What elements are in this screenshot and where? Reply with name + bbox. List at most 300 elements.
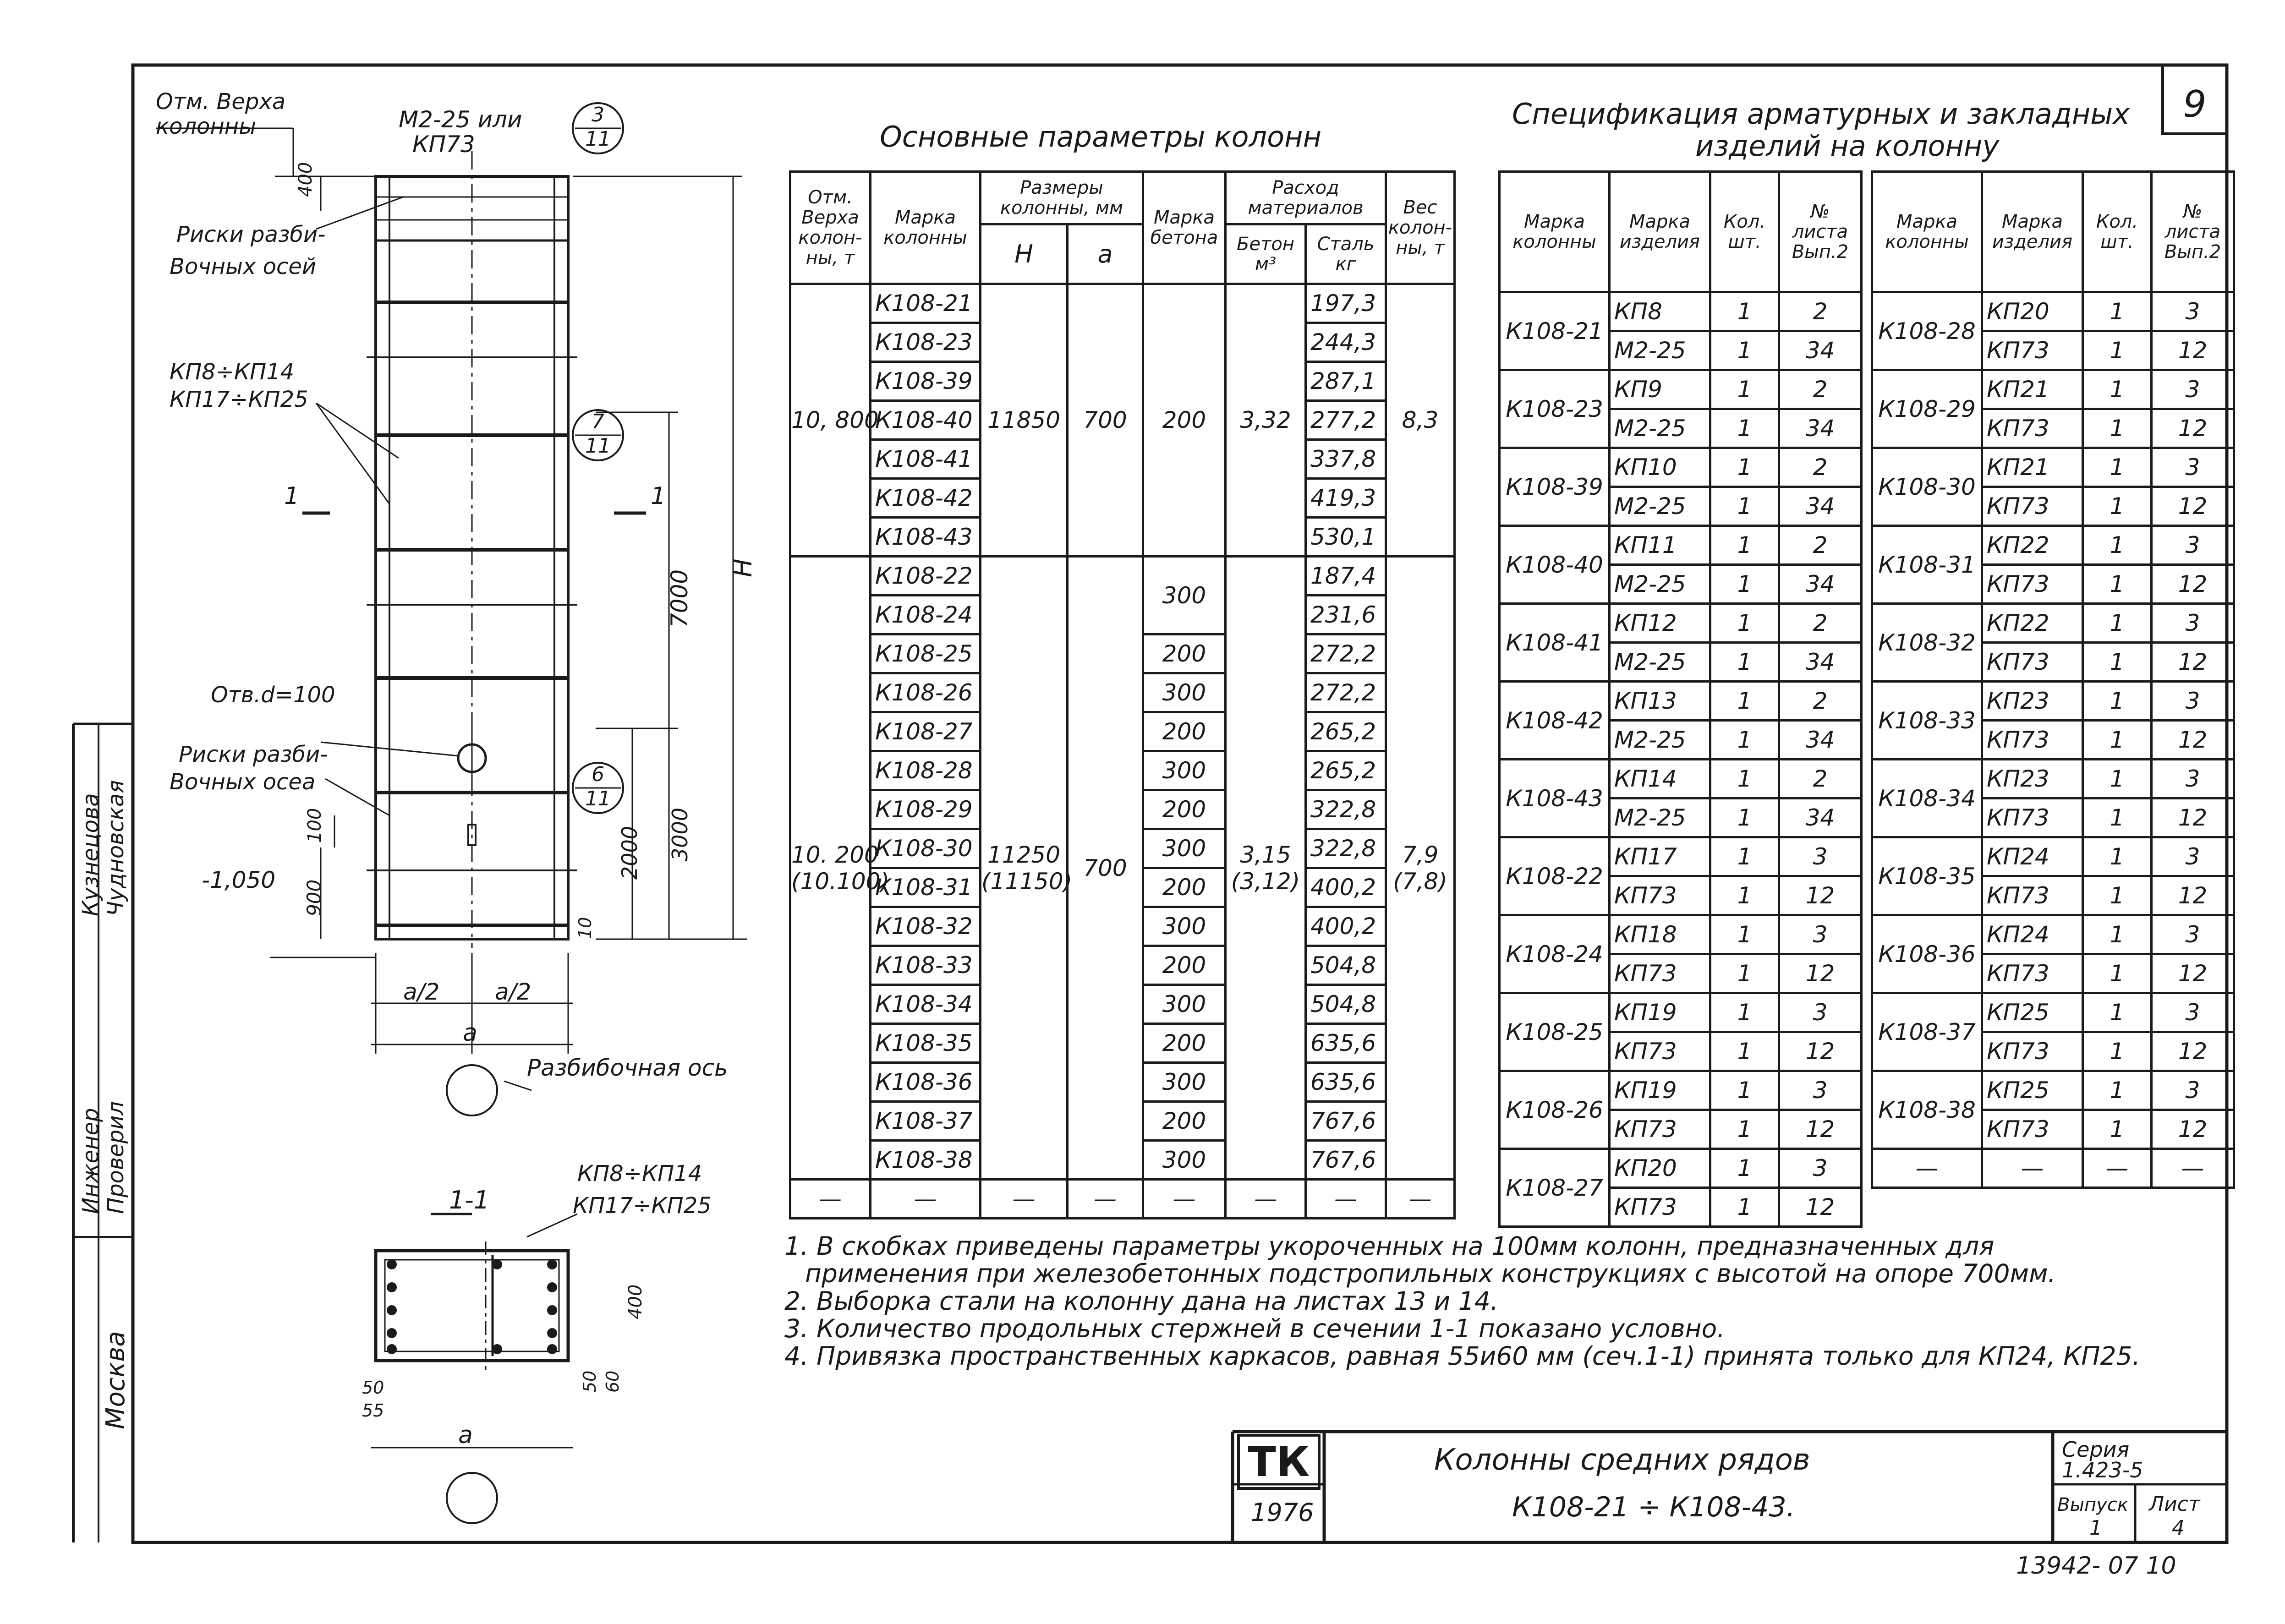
spec-item-mark: КП73 <box>1982 1032 2083 1071</box>
spec-sheet: 34 <box>1779 643 1862 682</box>
spec-qty: 1 <box>1710 331 1779 370</box>
spec-title-1: Спецификация арматурных и закладных <box>1512 97 2130 131</box>
section-mark-left: 1 <box>284 482 300 510</box>
dim-H: H <box>729 558 757 577</box>
header-a: a <box>1068 224 1143 284</box>
concrete-mark-cell: 200 <box>1143 284 1226 557</box>
dim-900: 900 <box>303 879 325 916</box>
spec-sheet: 3 <box>2152 604 2234 643</box>
header-consumption: Расход материалов <box>1226 172 1386 224</box>
spec-sheet: 34 <box>1779 487 1862 526</box>
spec-title-2: изделий на колонну <box>1695 129 2000 163</box>
spec-sheet: 3 <box>1779 1071 1862 1110</box>
concrete-mark-cell: 200 <box>1143 634 1226 673</box>
series-label: Серия <box>2062 1437 2130 1462</box>
spec-col-mark: К108-22 <box>1500 837 1610 915</box>
spec-sheet: 34 <box>1779 798 1862 837</box>
series-value: 1.423-5 <box>2062 1458 2143 1482</box>
spec-qty: 1 <box>1710 993 1779 1032</box>
spec-col-mark: К108-28 <box>1872 292 1982 370</box>
spec-qty: 1 <box>1710 565 1779 604</box>
spec-item-mark: КП73 <box>1982 1110 2083 1149</box>
concrete-mark-cell: 200 <box>1143 790 1226 829</box>
note-3: 3. Количество продольных стержней в сечении 1-1 показано условно. <box>784 1314 1725 1343</box>
drawing-subtitle: К108-21 ÷ К108-43. <box>1512 1491 1795 1523</box>
dash-cell: — <box>1226 1180 1306 1219</box>
steel-cell: 277,2 <box>1306 401 1386 440</box>
dim-10: 10 <box>575 917 595 939</box>
spec-qty: 1 <box>2083 292 2152 331</box>
spec-qty: 1 <box>2083 526 2152 565</box>
table-row <box>790 284 1455 323</box>
side-name-1: Кузнецова <box>78 793 104 916</box>
spec-item-mark: КП73 <box>1982 798 2083 837</box>
spec-right-body <box>1872 292 2234 1188</box>
table-row <box>1500 682 1862 721</box>
section-bars <box>387 1259 557 1354</box>
spec-item-mark: КП13 <box>1610 682 1710 721</box>
spec-left-header-item: Марка изделия <box>1610 172 1710 292</box>
spec-item-mark: КП24 <box>1982 915 2083 954</box>
table-row <box>1872 370 2234 409</box>
section-dim-50b: 50 <box>580 1370 600 1393</box>
callout-3-bottom: 11 <box>585 127 611 151</box>
spec-qty: 1 <box>1710 292 1779 331</box>
steel-cell: 419,3 <box>1306 479 1386 518</box>
spec-col-mark: К108-36 <box>1872 915 1982 993</box>
mark-cell: К108-28 <box>871 751 981 790</box>
spec-item-mark: КП23 <box>1982 682 2083 721</box>
table-row <box>1500 370 1862 409</box>
table-row <box>1500 1149 1862 1188</box>
mark-cell: К108-42 <box>871 479 981 518</box>
spec-item-mark: КП9 <box>1610 370 1710 409</box>
spec-col-mark: К108-23 <box>1500 370 1610 448</box>
spec-sheet: 12 <box>2152 1110 2234 1149</box>
spec-item-mark: КП17 <box>1610 837 1710 876</box>
risks-bottom-2: Вочных осеа <box>170 769 316 795</box>
spec-sheet: 34 <box>1779 409 1862 448</box>
spec-sheet: 2 <box>1779 526 1862 565</box>
steel-cell: 287,1 <box>1306 362 1386 401</box>
spec-sheet: 3 <box>2152 915 2234 954</box>
mark-cell: К108-41 <box>871 440 981 479</box>
spec-item-mark: КП21 <box>1982 370 2083 409</box>
dim-100: 100 <box>304 808 325 843</box>
spec-qty: 1 <box>1710 643 1779 682</box>
spec-sheet: 34 <box>1779 721 1862 760</box>
concrete-mark-cell: 300 <box>1143 985 1226 1024</box>
dash-cell: — <box>1068 1180 1143 1219</box>
spec-qty: 1 <box>2083 565 2152 604</box>
header-top-mark: Отм. Верха колон- ны, т <box>790 172 871 284</box>
column-elevation <box>156 103 747 1523</box>
spec-sheet: 12 <box>2152 721 2234 760</box>
spec-qty: 1 <box>1710 1188 1779 1227</box>
steel-cell: 244,3 <box>1306 323 1386 362</box>
spec-sheet: 12 <box>2152 331 2234 370</box>
steel-cell: 265,2 <box>1306 712 1386 751</box>
spec-sheet: 12 <box>2152 565 2234 604</box>
spec-right-header-sheet: № листа Вып.2 <box>2152 172 2234 292</box>
spec-qty: 1 <box>1710 448 1779 487</box>
spec-item-mark: М2-25 <box>1610 798 1710 837</box>
mark-cell: К108-33 <box>871 946 981 985</box>
spec-qty: 1 <box>1710 1032 1779 1071</box>
risks-bottom-1: Риски разби- <box>179 742 328 767</box>
spec-qty: 1 <box>1710 1149 1779 1188</box>
spec-col-mark: К108-25 <box>1500 993 1610 1071</box>
spec-qty: 1 <box>2083 721 2152 760</box>
concrete-mark-cell: 200 <box>1143 1024 1226 1063</box>
spec-item-mark: КП12 <box>1610 604 1710 643</box>
frames-label-2: КП17÷КП25 <box>170 387 308 412</box>
spec-col-mark: К108-40 <box>1500 526 1610 604</box>
dim-a: a <box>463 1019 477 1047</box>
spec-qty: 1 <box>1710 682 1779 721</box>
table-row <box>1500 526 1862 565</box>
mark-cell: К108-25 <box>871 634 981 673</box>
concrete-mark-cell: 200 <box>1143 946 1226 985</box>
steel-cell: 187,4 <box>1306 557 1386 596</box>
spec-right-header-qty: Кол. шт. <box>2083 172 2152 292</box>
concrete-mark-cell: 300 <box>1143 1141 1226 1180</box>
mark-cell: К108-37 <box>871 1102 981 1141</box>
concrete-alt: (3,12) <box>1231 868 1300 895</box>
steel-cell: 504,8 <box>1306 946 1386 985</box>
concrete-mark-cell: 200 <box>1143 712 1226 751</box>
concrete-value: 3,15 <box>1240 841 1291 868</box>
section-dim-a: a <box>458 1422 473 1449</box>
spec-sheet: 3 <box>1779 915 1862 954</box>
section-title: 1-1 <box>449 1186 490 1214</box>
concrete-mark-cell: 300 <box>1143 829 1226 868</box>
spec-sheet: 2 <box>1779 448 1862 487</box>
spec-qty: 1 <box>2083 954 2152 993</box>
spec-item-mark: КП73 <box>1610 1188 1710 1227</box>
embed-label-2: КП73 <box>412 131 475 158</box>
steel-cell: 231,6 <box>1306 596 1386 634</box>
spec-col-mark: К108-30 <box>1872 448 1982 526</box>
concrete-mark-cell: 300 <box>1143 907 1226 946</box>
header-mark: Марка колонны <box>871 172 981 284</box>
spec-qty: 1 <box>1710 487 1779 526</box>
weight-alt: (7,8) <box>1393 868 1447 895</box>
top-mark-cell <box>790 557 889 1180</box>
spec-item-mark: КП73 <box>1982 331 2083 370</box>
spec-sheet: 2 <box>1779 292 1862 331</box>
table-row <box>1872 604 2234 643</box>
header-concrete-mark: Марка бетона <box>1143 172 1226 284</box>
sheet-label: Лист <box>2149 1493 2200 1516</box>
spec-qty: 1 <box>2083 915 2152 954</box>
spec-sheet: 12 <box>1779 1032 1862 1071</box>
spec-item-mark: М2-25 <box>1610 565 1710 604</box>
table-row <box>1500 292 1862 331</box>
spec-right-header-col: Марка колонны <box>1872 172 1982 292</box>
spec-right-header-item: Марка изделия <box>1982 172 2083 292</box>
spec-item-mark: КП73 <box>1982 721 2083 760</box>
spec-col-mark: К108-33 <box>1872 682 1982 760</box>
spec-sheet: 3 <box>1779 993 1862 1032</box>
embed-label-1: М2-25 или <box>399 106 522 133</box>
stamp-number: 13942- 07 10 <box>2016 1552 2176 1580</box>
spec-item-mark: М2-25 <box>1610 331 1710 370</box>
level-mark: -1,050 <box>202 867 276 893</box>
weight-value: 7,9 <box>1402 841 1439 868</box>
spec-item-mark: КП22 <box>1982 526 2083 565</box>
section-dim-55: 55 <box>362 1400 384 1421</box>
spec-item-mark: КП25 <box>1982 1071 2083 1110</box>
spec-sheet: 3 <box>2152 760 2234 798</box>
section-dim-60: 60 <box>603 1370 623 1393</box>
spec-col-mark: К108-43 <box>1500 760 1610 837</box>
mark-cell: К108-38 <box>871 1141 981 1180</box>
steel-cell: 635,6 <box>1306 1063 1386 1102</box>
dim-3000: 3000 <box>668 807 692 861</box>
sheet-number: 9 <box>2183 83 2207 126</box>
table-row <box>1872 682 2234 721</box>
header-steel: Сталь кг <box>1306 224 1386 284</box>
callout-6-top: 6 <box>592 763 604 786</box>
spec-qty: 1 <box>2083 1071 2152 1110</box>
header-concrete: Бетон м³ <box>1226 224 1306 284</box>
spec-qty: 1 <box>2083 604 2152 643</box>
dash-cell: — <box>2083 1149 2152 1188</box>
spec-qty: 1 <box>2083 876 2152 915</box>
concrete-mark-cell: 300 <box>1143 1063 1226 1102</box>
steel-cell: 767,6 <box>1306 1141 1386 1180</box>
spec-sheet: 3 <box>2152 370 2234 409</box>
concrete-mark-cell: 200 <box>1143 868 1226 907</box>
axis-label: Разбибочная ось <box>527 1055 728 1081</box>
spec-item-mark: КП23 <box>1982 760 2083 798</box>
spec-sheet: 3 <box>2152 448 2234 487</box>
side-name-2: Чудновская <box>103 780 129 916</box>
spec-sheet: 12 <box>2152 876 2234 915</box>
table-row <box>1872 760 2234 798</box>
section-dim-400: 400 <box>625 1284 646 1319</box>
H-alt: (11150) <box>981 868 1073 895</box>
concrete-mark-cell: 300 <box>1143 673 1226 712</box>
column-parameters-table <box>789 170 1456 1219</box>
spec-qty: 1 <box>2083 487 2152 526</box>
steel-cell: 530,1 <box>1306 518 1386 557</box>
spec-qty: 1 <box>2083 760 2152 798</box>
spec-sheet: 12 <box>2152 798 2234 837</box>
spec-sheet: 3 <box>2152 1071 2234 1110</box>
mark-cell: К108-32 <box>871 907 981 946</box>
top-mark-label-2: колонны <box>156 114 257 139</box>
spec-col-mark: К108-39 <box>1500 448 1610 526</box>
mark-cell: К108-23 <box>871 323 981 362</box>
spec-sheet: 12 <box>1779 1188 1862 1227</box>
spec-item-mark: КП19 <box>1610 993 1710 1032</box>
spec-qty: 1 <box>1710 1110 1779 1149</box>
spec-sheet: 12 <box>1779 954 1862 993</box>
header-weight: Вес колон- ны, т <box>1386 172 1455 284</box>
header-sizes: Размеры колонны, мм <box>981 172 1143 224</box>
spec-sheet: 12 <box>2152 643 2234 682</box>
spec-qty: 1 <box>1710 876 1779 915</box>
spec-qty: 1 <box>2083 331 2152 370</box>
spec-qty: 1 <box>2083 1110 2152 1149</box>
spec-sheet: 12 <box>1779 876 1862 915</box>
spec-item-mark: КП10 <box>1610 448 1710 487</box>
callout-3-top: 3 <box>592 103 604 126</box>
spec-col-mark: К108-27 <box>1500 1149 1610 1227</box>
spec-qty: 1 <box>1710 604 1779 643</box>
spec-sheet: 3 <box>2152 682 2234 721</box>
table-row-dash <box>1872 1149 2234 1188</box>
spec-qty: 1 <box>1710 370 1779 409</box>
side-role-1: Инженер <box>78 1108 104 1214</box>
spec-sheet: 3 <box>2152 292 2234 331</box>
table-row <box>1500 915 1862 954</box>
H-value: 11250 <box>987 841 1061 868</box>
dash-cell: — <box>1872 1149 1982 1188</box>
spec-item-mark: КП11 <box>1610 526 1710 565</box>
steel-cell: 272,2 <box>1306 673 1386 712</box>
dash-cell: — <box>1306 1180 1386 1219</box>
note-4: 4. Привязка пространственных каркасов, равная 55и60 мм (сеч.1-1) принята только для КП24, КП25. <box>784 1341 2141 1371</box>
spec-qty: 1 <box>2083 409 2152 448</box>
spec-qty: 1 <box>1710 526 1779 565</box>
table-row <box>1872 448 2234 487</box>
spec-sheet: 12 <box>2152 1032 2234 1071</box>
issue-label: Выпуск <box>2057 1494 2128 1515</box>
spec-sheet: 3 <box>1779 837 1862 876</box>
dim-400: 400 <box>295 162 316 197</box>
spec-item-mark: КП14 <box>1610 760 1710 798</box>
concrete-cell: 3,32 <box>1226 284 1306 557</box>
spec-col-mark: К108-41 <box>1500 604 1610 682</box>
mark-cell: К108-43 <box>871 518 981 557</box>
spec-qty: 1 <box>1710 409 1779 448</box>
callout-7-bottom: 11 <box>585 434 611 458</box>
steel-cell: 767,6 <box>1306 1102 1386 1141</box>
section-frames-2: КП17÷КП25 <box>573 1193 712 1219</box>
spec-qty: 1 <box>2083 1032 2152 1071</box>
sheet-value: 4 <box>2172 1516 2185 1540</box>
spec-qty: 1 <box>1710 954 1779 993</box>
tk-logo: ТК <box>1237 1434 1321 1490</box>
spec-sheet: 12 <box>2152 409 2234 448</box>
spec-item-mark: КП73 <box>1982 565 2083 604</box>
table-row <box>1872 837 2234 876</box>
spec-col-mark: К108-37 <box>1872 993 1982 1071</box>
table-row <box>1500 760 1862 798</box>
spec-col-mark: К108-35 <box>1872 837 1982 915</box>
weight-cell <box>1386 557 1455 1180</box>
spec-item-mark: М2-25 <box>1610 409 1710 448</box>
spec-table-left <box>1498 170 1863 1228</box>
header-H: H <box>981 224 1068 284</box>
spec-qty: 1 <box>2083 682 2152 721</box>
spec-item-mark: КП73 <box>1610 1110 1710 1149</box>
spec-sheet: 2 <box>1779 760 1862 798</box>
spec-item-mark: КП73 <box>1610 1032 1710 1071</box>
spec-item-mark: КП19 <box>1610 1071 1710 1110</box>
spec-col-mark: К108-42 <box>1500 682 1610 760</box>
mark-cell: К108-27 <box>871 712 981 751</box>
spec-left-body <box>1500 292 1862 1227</box>
spec-qty: 1 <box>2083 448 2152 487</box>
a-cell: 700 <box>1068 557 1143 1180</box>
risks-top-2: Вочных осей <box>170 254 317 279</box>
table-row <box>1500 448 1862 487</box>
steel-cell: 265,2 <box>1306 751 1386 790</box>
table1-title: Основные параметры колонн <box>880 120 1322 153</box>
top-mark-label-1: Отм. Верха <box>156 89 286 115</box>
note-1-cont: применения при железобетонных подстропильных конструкциях с высотой на опоре 700мм. <box>805 1259 2056 1288</box>
mark-cell: К108-30 <box>871 829 981 868</box>
spec-sheet: 2 <box>1779 370 1862 409</box>
spec-qty: 1 <box>2083 643 2152 682</box>
steel-cell: 504,8 <box>1306 985 1386 1024</box>
top-mark-value: 10. 200 <box>791 841 879 868</box>
spec-col-mark: К108-21 <box>1500 292 1610 370</box>
table-row <box>790 557 1455 596</box>
concrete-mark-cell: 200 <box>1143 1102 1226 1141</box>
spec-left-header-col: Марка колонны <box>1500 172 1610 292</box>
spec-sheet: 34 <box>1779 331 1862 370</box>
spec-item-mark: КП21 <box>1982 448 2083 487</box>
dash-cell: — <box>1143 1180 1226 1219</box>
spec-sheet: 3 <box>1779 1149 1862 1188</box>
frames-label-1: КП8÷КП14 <box>170 359 295 385</box>
spec-left-header-qty: Кол. шт. <box>1710 172 1779 292</box>
mark-cell: К108-35 <box>871 1024 981 1063</box>
H-cell: 11850 <box>981 284 1068 557</box>
table-row <box>1872 993 2234 1032</box>
steel-cell: 635,6 <box>1306 1024 1386 1063</box>
table-row <box>1872 915 2234 954</box>
spec-qty: 1 <box>2083 798 2152 837</box>
spec-item-mark: КП73 <box>1982 643 2083 682</box>
spec-item-mark: КП25 <box>1982 993 2083 1032</box>
spec-table-right <box>1871 170 2235 1189</box>
spec-sheet: 3 <box>2152 837 2234 876</box>
note-1: 1. В скобках приведены параметры укороченных на 100мм колонн, предназначенных для <box>784 1231 1995 1261</box>
spec-item-mark: КП73 <box>1982 487 2083 526</box>
section-dim-50: 50 <box>362 1378 384 1398</box>
spec-qty: 1 <box>1710 837 1779 876</box>
spec-left-header-sheet: № листа Вып.2 <box>1779 172 1862 292</box>
note-2: 2. Выборка стали на колонну дана на листах 13 и 14. <box>784 1286 1499 1316</box>
spec-sheet: 12 <box>2152 487 2234 526</box>
side-city: Москва <box>101 1331 131 1429</box>
dash-cell: — <box>790 1180 871 1219</box>
table-row <box>1500 1071 1862 1110</box>
dim-a-half-1: a/2 <box>403 979 440 1005</box>
spec-item-mark: М2-25 <box>1610 643 1710 682</box>
spec-item-mark: КП73 <box>1982 876 2083 915</box>
mark-cell: К108-40 <box>871 401 981 440</box>
concrete-cell <box>1226 557 1306 1180</box>
spec-item-mark: КП18 <box>1610 915 1710 954</box>
spec-item-mark: КП73 <box>1610 954 1710 993</box>
spec-item-mark: М2-25 <box>1610 721 1710 760</box>
spec-sheet: 3 <box>2152 993 2234 1032</box>
top-mark-cell: 10, 800 <box>790 284 871 557</box>
spec-col-mark: К108-24 <box>1500 915 1610 993</box>
dash-cell: — <box>1982 1149 2083 1188</box>
dim-a-half-2: a/2 <box>495 979 532 1005</box>
spec-qty: 1 <box>1710 721 1779 760</box>
spec-item-mark: КП24 <box>1982 837 2083 876</box>
dash-cell: — <box>2152 1149 2234 1188</box>
